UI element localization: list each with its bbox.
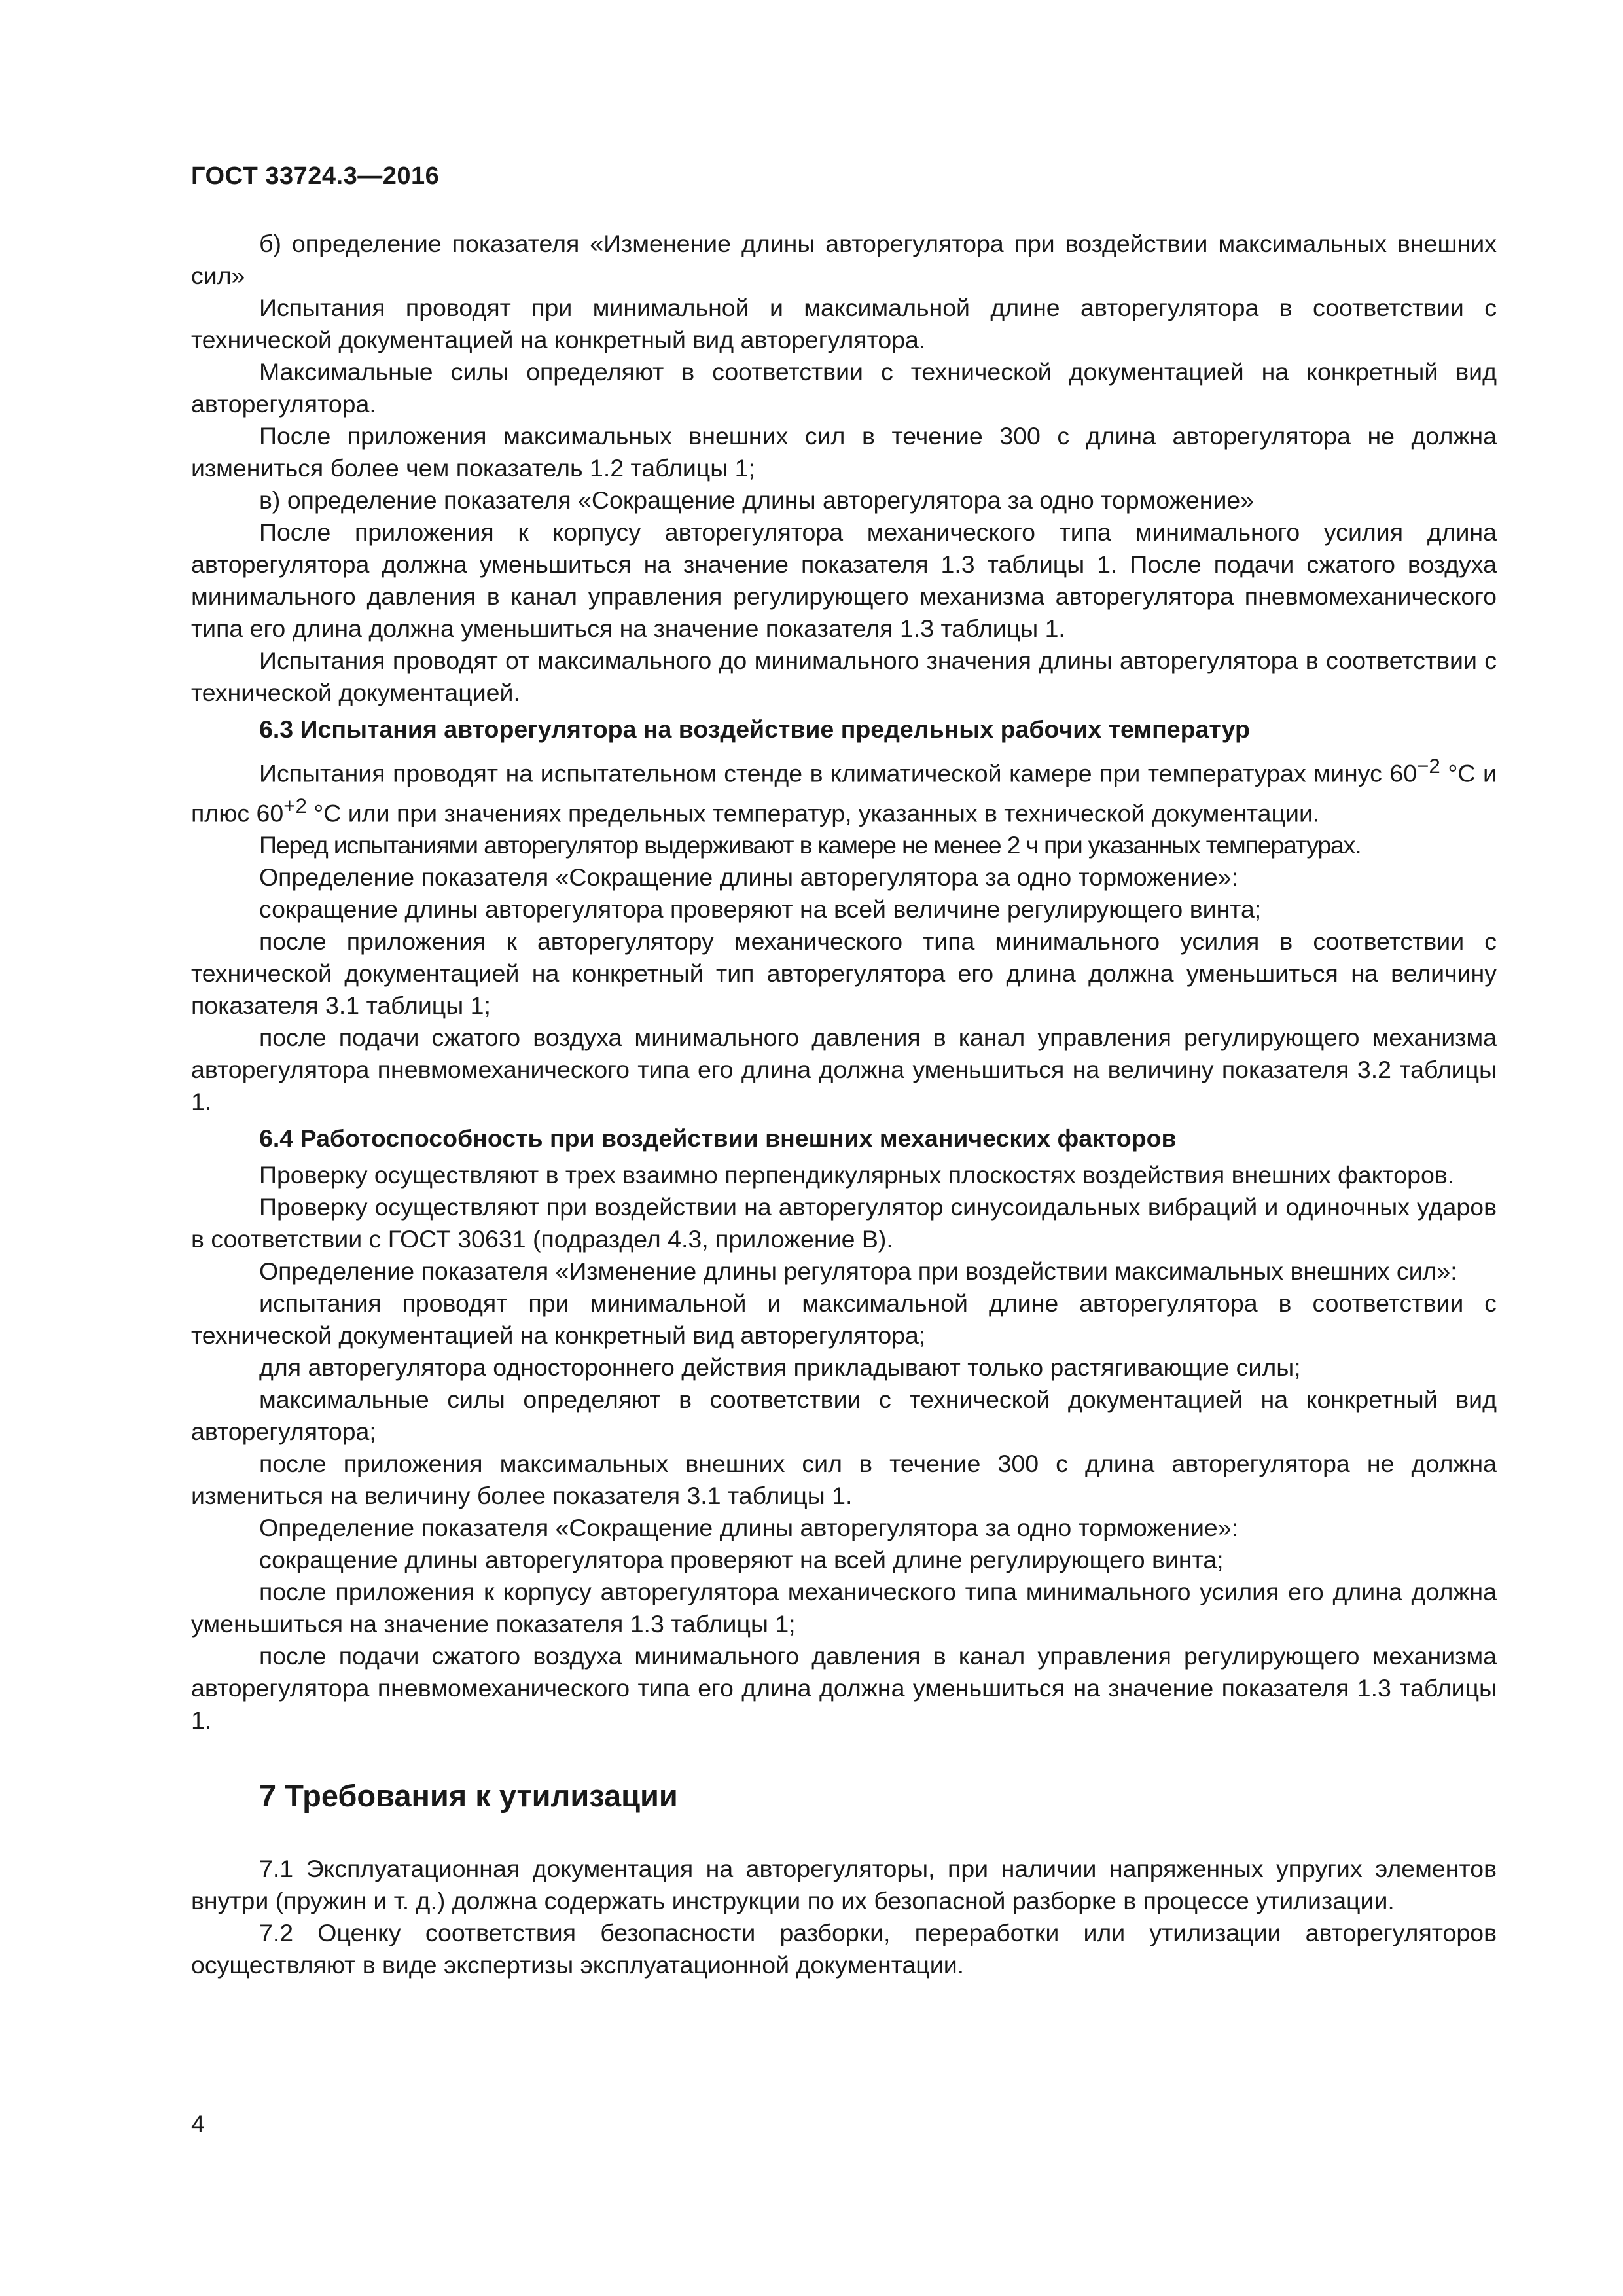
text-run: °С или при значениях предельных температур, указанных в технической документации.: [306, 799, 1320, 827]
paragraph: [191, 750, 1497, 829]
paragraph: 7.1 Эксплуатационная документация на авторегуляторы, при наличии напряженных упругих элементов внутри (пружин и т. д.) должна содержать инструкции по их безопасной разборке в процессе утилизации.: [191, 1855, 1497, 1914]
text-run: Испытания проводят на испытательном стенде в климатической камере при температурах минус 60: [259, 759, 1418, 787]
paragraph: Определение показателя «Сокращение длины авторегулятора за одно торможение»:: [259, 1514, 1239, 1541]
section-heading-7: 7 Требования к утилизации: [259, 1778, 678, 1813]
paragraph: Испытания проводят от максимального до минимального значения длины авторегулятора в соответствии с технической документацией.: [191, 647, 1497, 706]
section-heading-6-4: 6.4 Работоспособность при воздействии внешних механических факторов: [259, 1124, 1177, 1152]
superscript: +2: [283, 794, 307, 817]
paragraph: после приложения максимальных внешних сил в течение 300 с длина авторегулятора не должна измениться на величину более показателя 3.1 таблицы 1.: [191, 1450, 1497, 1509]
paragraph: После приложения к корпусу авторегулятора механического типа минимального усилия длина авторегулятора должна уменьшиться на значение показателя 1.3 таблицы 1. После подачи сжатого воздуха минимального давления в канал управления регулирующего механизма авторегулятора пневмомеханического типа его длина должна уменьшиться на значение показателя 1.3 таблицы 1.: [191, 518, 1497, 642]
superscript: −2: [1417, 755, 1440, 778]
paragraph: сокращение длины авторегулятора проверяют на всей длине регулирующего винта;: [259, 1546, 1224, 1573]
paragraph: в) определение показателя «Сокращение длины авторегулятора за одно торможение»: [259, 486, 1255, 514]
page-number: 4: [191, 2111, 205, 2138]
paragraph: после приложения к авторегулятору механического типа минимального усилия в соответствии с технической документацией на конкретный тип авторегулятора его длина должна уменьшиться на величину показателя 3.1 таблицы 1;: [191, 927, 1497, 1019]
paragraph: Перед испытаниями авторегулятор выдерживают в камере не менее 2 ч при указанных температурах.: [259, 831, 1361, 859]
paragraph: после подачи сжатого воздуха минимального давления в канал управления регулирующего механизма авторегулятора пневмомеханического типа его длина должна уменьшиться на величину показателя 3.2 таблицы 1.: [191, 1024, 1497, 1115]
paragraph: Проверку осуществляют в трех взаимно перпендикулярных плоскостях воздействия внешних факторов.: [259, 1161, 1455, 1189]
document-header: ГОСТ 33724.3—2016: [191, 162, 440, 190]
paragraph: сокращение длины авторегулятора проверяют на всей величине регулирующего винта;: [259, 895, 1262, 923]
paragraph: испытания проводят при минимальной и максимальной длине авторегулятора в соответствии с технической документацией на конкретный вид авторегулятора;: [191, 1289, 1497, 1349]
paragraph: Определение показателя «Сокращение длины авторегулятора за одно торможение»:: [259, 863, 1239, 891]
paragraph: б) определение показателя «Изменение длины авторегулятора при воздействии максимальных внешних сил»: [191, 230, 1497, 289]
paragraph: после подачи сжатого воздуха минимального давления в канал управления регулирующего механизма авторегулятора пневмомеханического типа его длина должна уменьшиться на значение показателя 1.3 таблицы 1.: [191, 1642, 1497, 1734]
paragraph: Максимальные силы определяют в соответствии с технической документацией на конкретный вид авторегулятора.: [191, 358, 1497, 418]
paragraph: Проверку осуществляют при воздействии на авторегулятор синусоидальных вибраций и одиночных ударов в соответствии с ГОСТ 30631 (подраздел 4.3, приложение В).: [191, 1193, 1497, 1253]
paragraph: После приложения максимальных внешних сил в течение 300 с длина авторегулятора не должна измениться более чем показатель 1.2 таблицы 1;: [191, 422, 1497, 482]
paragraph: для авторегулятора одностороннего действия прикладывают только растягивающие силы;: [259, 1354, 1301, 1381]
paragraph: 7.2 Оценку соответствия безопасности разборки, переработки или утилизации авторегуляторов осуществляют в виде экспертизы эксплуатационной документации.: [191, 1919, 1497, 1979]
paragraph: максимальные силы определяют в соответствии с технической документацией на конкретный вид авторегулятора;: [191, 1386, 1497, 1445]
section-heading-6-3: 6.3 Испытания авторегулятора на воздействие предельных рабочих температур: [259, 715, 1250, 743]
paragraph: после приложения к корпусу авторегулятора механического типа минимального усилия его длина должна уменьшиться на значение показателя 1.3 таблицы 1;: [191, 1578, 1497, 1638]
paragraph: Определение показателя «Изменение длины регулятора при воздействии максимальных внешних сил»:: [259, 1257, 1457, 1285]
text-run: °С и плюс 60: [191, 759, 1497, 827]
paragraph: Испытания проводят при минимальной и максимальной длине авторегулятора в соответствии с технической документацией на конкретный вид авторегулятора.: [191, 294, 1497, 353]
document-body: [191, 228, 1497, 1981]
